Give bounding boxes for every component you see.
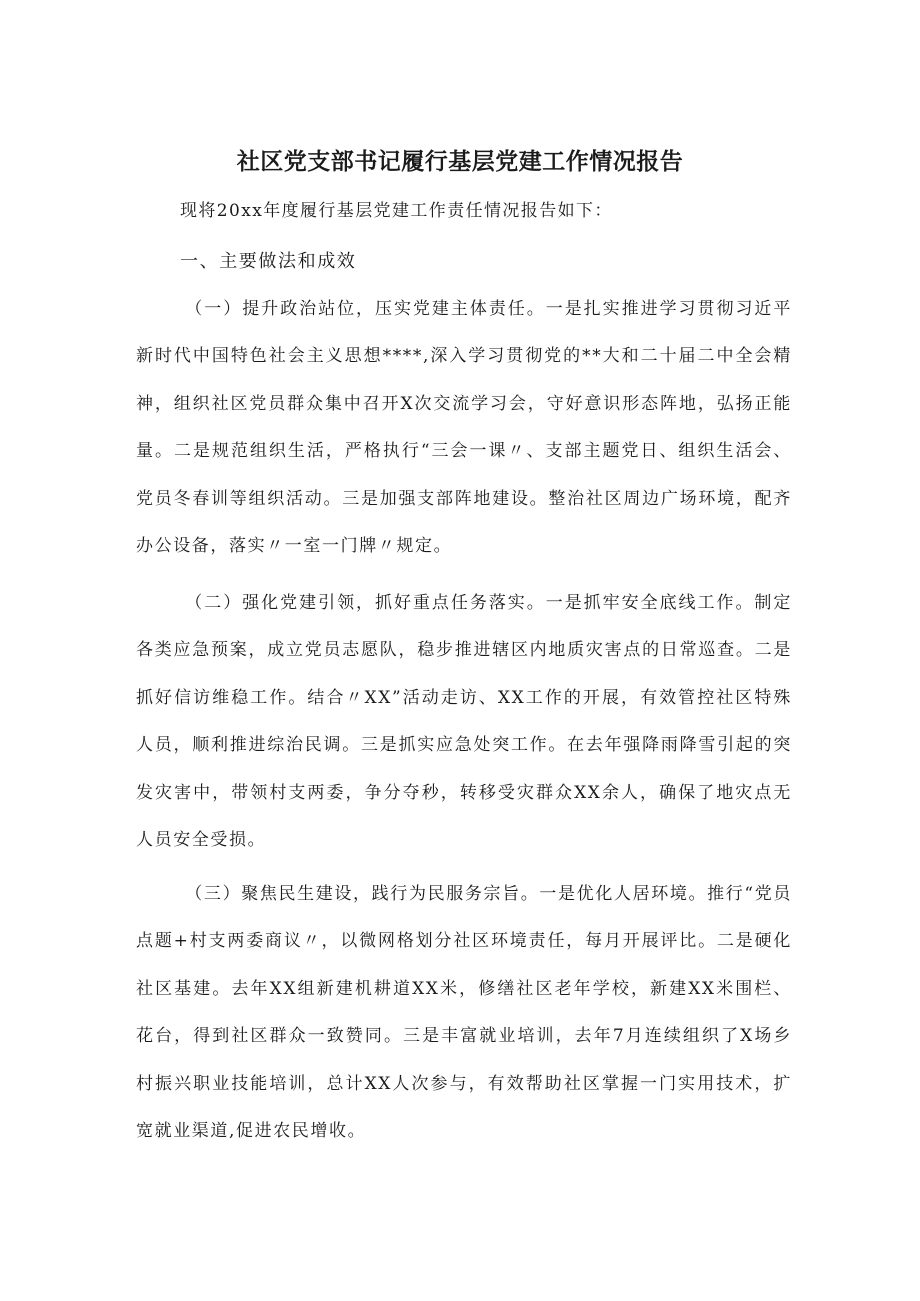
paragraph-livelihood: （三）聚焦民生建设，践行为民服务宗旨。一是优化人居环境。推行“党员点题+村支两委商议〃，以微网格划分社区环境责任，每月开展评比。二是硬化社区基建。去年XX组新建机耕道XX米，修缮社区老年学校，新建XX米围栏、花台，得到社区群众一致赞同。三是丰富就业培训，去年7月连续组织了X场乡村振兴职业技能培训，总计XX人次参与，有效帮助社区掌握一门实用技术，扩宽就业渠道,促进农民增收。 <box>136 884 792 1142</box>
intro-line: 现将20xx年度履行基层党建工作责任情况报告如下： <box>180 201 613 221</box>
paragraph-key-tasks: （二）强化党建引领，抓好重点任务落实。一是抓牢安全底线工作。制定各类应急预案，成立党员志愿队，稳步推进辖区内地质灾害点的日常巡查。二是抓好信访维稳工作。结合〃XX”活动走访、XX工作的开展，有效管控社区特殊人员，顺利推进综治民调。三是抓实应急处突工作。在去年强降雨降雪引起的突发灾害中，带领村支两委，争分夺秒，转移受灾群众XX余人，确保了地灾点无人员安全受损。 <box>136 593 792 851</box>
paragraph-political-standing: （一）提升政治站位，压实党建主体责任。一是扎实推进学习贯彻习近平新时代中国特色社会主义思想****,深入学习贯彻党的**大和二十届二中全会精神，组织社区党员群众集中召开X次交流学习会，守好意识形态阵地，弘扬正能量。二是规范组织生活，严格执行“三会一课〃、支部主题党日、组织生活会、党员冬春训等组织活动。三是加强支部阵地建设。整治社区周边广场环境，配齐办公设备，落实〃一室一门牌〃规定。 <box>136 299 792 557</box>
document-title: 社区党支部书记履行基层党建工作情况报告 <box>236 149 684 175</box>
section-heading: 一、主要做法和成效 <box>180 251 357 272</box>
